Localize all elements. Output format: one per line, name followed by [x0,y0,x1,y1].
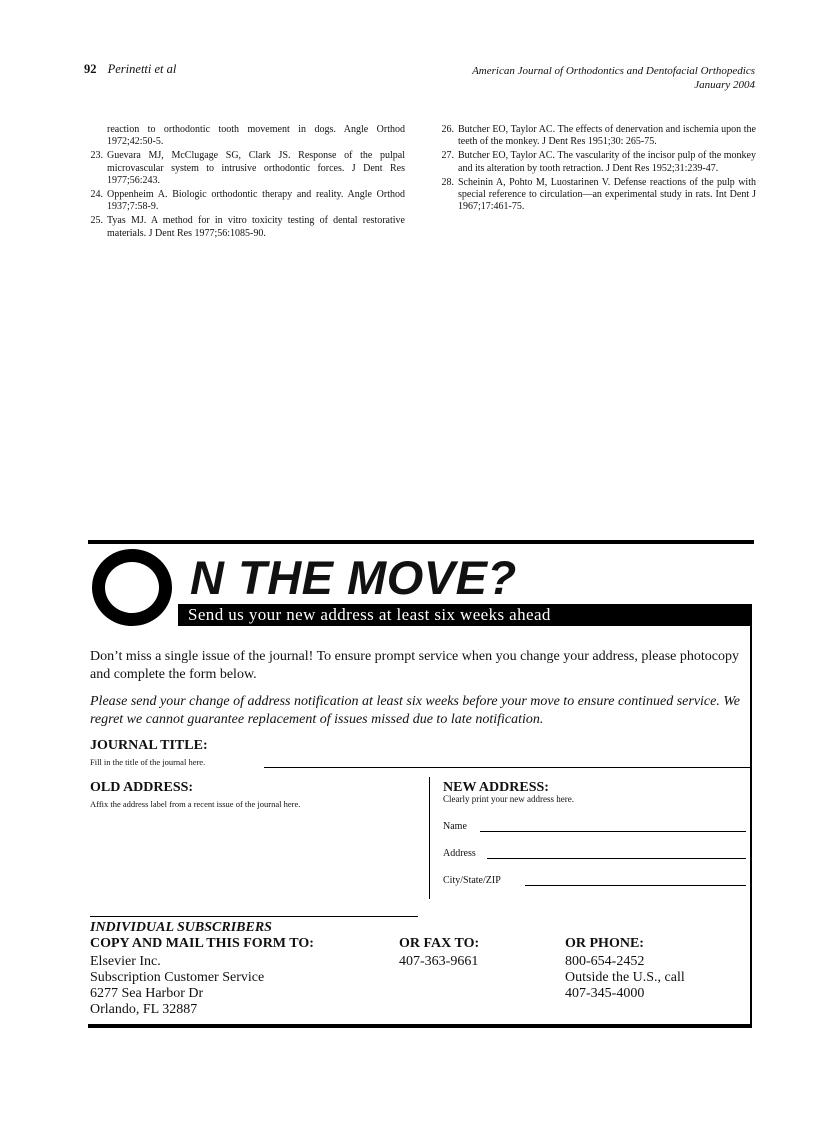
mail-address-line: Orlando, FL 32887 [90,1002,198,1017]
fax-heading: OR FAX TO: [399,936,480,951]
reference-number: 23. [90,150,103,162]
name-field-line[interactable] [480,831,746,832]
new-address-heading: NEW ADDRESS: [443,780,549,795]
subscribers-rule [90,916,418,917]
ad-box-bottom-rule [88,1024,752,1028]
old-address-note: Affix the address label from a recent issue of the journal here. [90,799,301,809]
address-field-label: Address [443,848,476,859]
mail-address-line: 6277 Sea Harbor Dr [90,986,204,1001]
phone-line: 407-345-4000 [565,986,645,1001]
reference-text: Guevara MJ, McClugage SG, Clark JS. Response of the pulpal microvascular system to intrusive orthodontic forces. J Dent Res 1977;56:243. [107,150,405,186]
phone-info [565,954,685,1002]
reference-text: Tyas MJ. A method for in vitro toxicity testing of dental restorative materials. J Dent Res 1977;56:1085-90. [107,215,405,239]
references-right-column [434,124,756,215]
ad-banner: Send us your new address at least six weeks ahead [178,604,752,626]
address-column-divider [429,777,430,899]
reference-number: 26. [441,124,454,135]
mail-heading: COPY AND MAIL THIS FORM TO: [90,936,314,951]
running-header-right [472,64,755,92]
city-state-zip-field-label: City/State/ZIP [443,875,501,886]
reference-item [434,124,756,148]
subscribers-heading: INDIVIDUAL SUBSCRIBERS [90,920,272,935]
mail-address [90,954,264,1018]
reference-item [434,150,756,174]
reference-number: 28. [441,176,454,188]
issue-date: January 2004 [694,79,755,91]
city-state-zip-field-line[interactable] [525,885,746,886]
ad-intro-text: Don’t miss a single issue of the journal! To ensure prompt service when you change your address, please photocopy and complete the form below. [90,649,739,682]
reference-item [83,215,405,239]
ad-title: N THE MOVE? [190,551,517,604]
page-number: 92 [84,62,97,76]
new-address-note: Clearly print your new address here. [443,794,574,804]
phone-line: 800-654-2452 [565,954,645,969]
reference-number: 25. [90,215,103,227]
journal-name: American Journal of Orthodontics and Dentofacial Orthopedics [472,65,755,77]
reference-item [83,150,405,187]
reference-text: Butcher EO, Taylor AC. The effects of denervation and ischemia upon the teeth of the monkey. J Dent Res 1951;30: 265-75. [458,124,756,148]
title-o-logo [92,549,172,626]
ad-box-right-rule [750,605,752,1027]
journal-title-heading: JOURNAL TITLE: [90,738,208,753]
phone-heading: OR PHONE: [565,936,644,951]
reference-text: Butcher EO, Taylor AC. The vascularity of the incisor pulp of the monkey and its alteration by tooth retraction. J Dent Res 1952;31:239-47. [458,150,756,174]
reference-item [83,124,405,148]
mail-address-line: Elsevier Inc. [90,954,161,969]
reference-text: reaction to orthodontic tooth movement in dogs. Angle Orthod 1972;42:50-5. [107,124,405,148]
reference-number: 27. [441,150,454,162]
reference-item [434,177,756,214]
ad-notice-text: Please send your change of address notification at least six weeks before your move to ensure continued service. We regret we cannot guarantee replacement of issues missed due to late notification. [90,694,740,727]
journal-title-field-line[interactable] [264,767,752,768]
address-field-line[interactable] [487,858,746,859]
phone-line: Outside the U.S., call [565,970,685,985]
references-left-column [83,124,405,242]
reference-text: Oppenheim A. Biologic orthodontic therapy and reality. Angle Orthod 1937;7:58-9. [107,189,405,213]
reference-text: Scheinin A, Pohto M, Luostarinen V. Defense reactions of the pulp with special reference to circulation—an experimental study in rats. Int Dent J 1967;17:461-75. [458,176,756,213]
ad-box-top-rule [88,540,754,544]
old-address-heading: OLD ADDRESS: [90,780,194,795]
name-field-label: Name [443,821,467,832]
running-header-left [84,62,176,77]
journal-title-note: Fill in the title of the journal here. [90,757,206,767]
mail-address-line: Subscription Customer Service [90,970,265,985]
reference-number: 24. [90,189,103,201]
fax-number: 407-363-9661 [399,954,479,969]
author-line: Perinetti et al [107,62,177,76]
reference-item [83,189,405,213]
